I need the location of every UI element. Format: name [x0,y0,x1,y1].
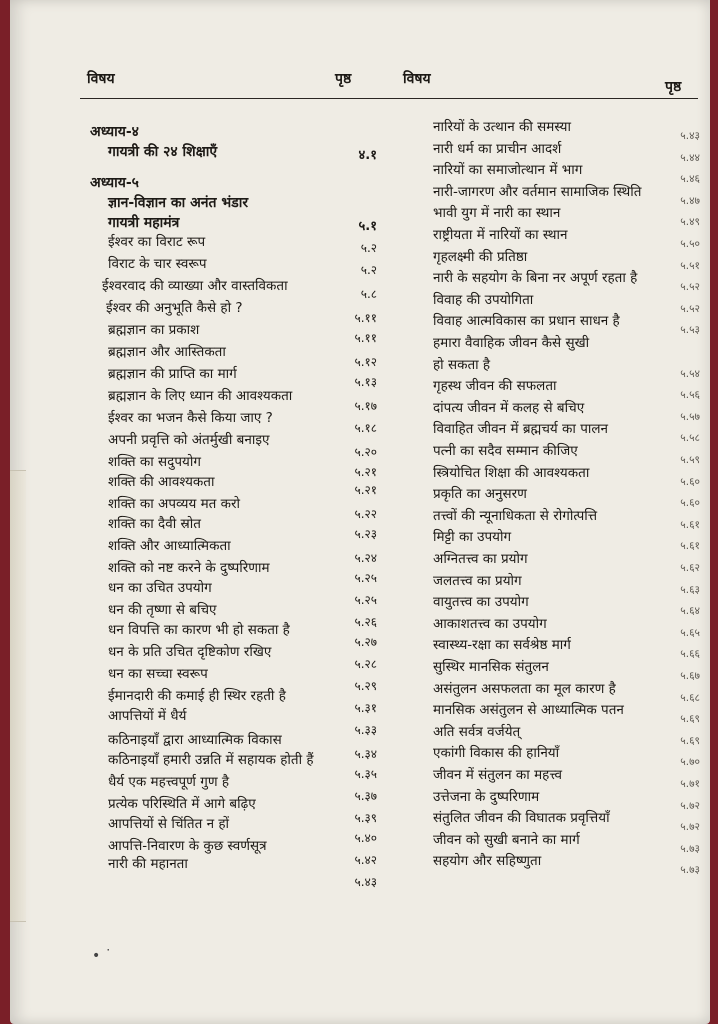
toc-entry-page: ५.५६ [680,389,700,401]
toc-entry-title: नारी-जागरण और वर्तमान सामाजिक स्थिति [433,184,642,200]
toc-entry-page: ५.४२ [354,853,377,867]
toc-entry-title: ईश्वर का भजन कैसे किया जाए ? [108,410,273,426]
toc-entry-page: ५.७२ [680,800,700,812]
toc-entry-title: नारियों का समाजोत्थान में भाग [433,162,583,178]
toc-entry-page: ५.६७ [680,670,700,682]
toc-entry-title: स्त्रियोचित शिक्षा की आवश्यकता [433,465,590,481]
toc-entry-page: ५.६२ [680,562,700,574]
toc-entry-page: ५.१३ [354,375,377,389]
toc-entry-title: शक्ति की आवश्यकता [108,474,215,490]
toc-entry-title: नारी की महानता [108,856,188,872]
toc-entry-title: धैर्य एक महत्त्वपूर्ण गुण है [108,774,230,790]
toc-entry-page: ५.५३ [680,324,700,336]
toc-entry-title: गृहलक्ष्मी की प्रतिष्ठा [433,249,528,265]
toc-entry-title: उत्तेजना के दुष्परिणाम [433,789,540,805]
toc-entry-title: विवाह आत्मविकास का प्रधान साधन है [433,313,620,329]
toc-entry-title: प्रत्येक परिस्थिति में आगे बढ़िए [108,796,256,812]
toc-entry-page: ५.६५ [680,627,700,639]
toc-entry-title: विवाह की उपयोगिता [433,292,534,308]
toc-entry-page: ५.६८ [680,692,700,704]
header-page-left: पृष्ठ [335,71,352,87]
toc-entry-title: गायत्री महामंत्र [108,215,180,231]
toc-entry-page: ५.६३ [680,584,700,596]
toc-entry-page: ५.२८ [354,657,377,671]
toc-entry-title: कठिनाइयाँ हमारी उन्नति में सहायक होती हैं [108,752,314,768]
toc-entry-title: विवाहित जीवन में ब्रह्मचर्य का पालन [433,421,609,437]
toc-entry-title: शक्ति का अपव्यय मत करो [108,496,241,512]
toc-entry-page: ५.२० [354,445,377,459]
toc-entry-title: ईश्वर की अनुभूति कैसे हो ? [106,300,243,316]
toc-entry-page: ५.४९ [680,216,700,228]
toc-entry-page: ५.३४ [354,747,377,761]
toc-entry-page: ५.८ [360,287,377,301]
toc-entry-page: ५.४० [354,831,377,845]
header-subject-right: विषय [403,71,431,87]
toc-entry-title: ज्ञान-विज्ञान का अनंत भंडार [108,195,249,211]
toc-entry-title: धन की तृष्णा से बचिए [108,602,217,618]
toc-entry-title: ब्रह्मज्ञान और आस्तिकता [108,344,226,360]
toc-entry-page: ५.२३ [354,527,377,541]
chapter-heading: अध्याय-४ [90,124,139,140]
toc-entry-title: आपत्ति-निवारण के कुछ स्वर्णसूत्र [108,838,267,854]
toc-entry-page: ५.११ [354,311,377,325]
toc-entry-page: ५.३१ [354,701,377,715]
toc-entry-title: असंतुलन असफलता का मूल कारण है [433,681,616,697]
toc-entry-title: अति सर्वत्र वर्जयेत् [433,724,521,740]
toc-entry-title: सुस्थिर मानसिक संतुलन [433,659,549,675]
toc-entry-page: ५.१२ [354,355,377,369]
toc-entry-page: ५.१ [358,219,377,234]
toc-entry-page: ५.५० [680,238,700,250]
toc-entry-page: ५.२ [360,263,377,277]
toc-entry-page: ५.४४ [680,152,700,164]
toc-entry-title: धन का सच्चा स्वरूप [108,666,208,682]
binding-strip [10,470,26,922]
toc-entry-title: नारियों के उत्थान की समस्या [433,119,571,135]
toc-entry-title: जलतत्त्व का प्रयोग [433,573,522,589]
toc-entry-title: राष्ट्रीयता में नारियों का स्थान [433,227,568,243]
toc-entry-title: ब्रह्मज्ञान की प्राप्ति का मार्ग [108,366,237,382]
toc-entry-title: जीवन को सुखी बनाने का मार्ग [433,832,580,848]
toc-entry-page: ५.७० [680,756,700,768]
toc-entry-title: धन का उचित उपयोग [108,580,212,596]
toc-entry-title: अग्नितत्त्व का प्रयोग [433,551,528,567]
toc-entry-title: सहयोग और सहिष्णुता [433,853,542,869]
toc-entry-title: जीवन में संतुलन का महत्त्व [433,767,563,783]
toc-entry-title: हमारा वैवाहिक जीवन कैसे सुखी [433,335,590,351]
toc-entry-page: ५.६१ [680,519,700,531]
toc-entry-page: ५.७२ [680,821,700,833]
toc-entry-page: ५.५२ [680,303,700,315]
toc-entry-page: ५.२ [360,241,377,255]
toc-entry-page: ५.२२ [354,507,377,521]
toc-entry-page: ५.४६ [680,173,700,185]
page-mark: • ˙ [92,948,112,964]
toc-entry-page: ५.२१ [354,465,377,479]
toc-entry-page: ५.२९ [354,679,377,693]
toc-entry-page: ५.६१ [680,540,700,552]
toc-entry-page: ५.७३ [680,864,700,876]
toc-entry-title: आपत्तियों में धैर्य [108,708,187,724]
toc-entry-page: ५.३५ [354,767,377,781]
toc-entry-page: ५.११ [354,331,377,345]
toc-entry-page: ५.२५ [354,571,377,585]
toc-entry-title: ब्रह्मज्ञान के लिए ध्यान की आवश्यकता [108,388,293,404]
header-page-right: पृष्ठ [665,79,682,95]
toc-entry-page: ५.२६ [354,615,377,629]
toc-entry-title: धन के प्रति उचित दृष्टिकोण रखिए [108,644,272,660]
toc-entry-title: तत्त्वों की न्यूनाधिकता से रोगोत्पत्ति [433,508,598,524]
toc-entry-title: गायत्री की २४ शिक्षाएँ [108,144,218,160]
toc-entry-title: स्वास्थ्य-रक्षा का सर्वश्रेष्ठ मार्ग [433,637,571,653]
book-page [10,0,710,1024]
toc-entry-page: ५.५७ [680,411,700,423]
toc-entry-title: एकांगी विकास की हानियाँ [433,745,560,761]
toc-entry-title: ईश्वर का विराट रूप [108,234,206,250]
toc-entry-title: आपत्तियों से चिंतित न हों [108,816,230,832]
toc-entry-page: ५.६० [680,497,700,509]
header-rule [80,98,698,99]
toc-entry-title: वायुतत्त्व का उपयोग [433,594,529,610]
toc-entry-page: ५.६९ [680,735,700,747]
toc-entry-page: ५.६६ [680,648,700,660]
toc-entry-title: गृहस्थ जीवन की सफलता [433,378,557,394]
toc-entry-title: धन विपत्ति का कारण भी हो सकता है [108,622,290,638]
toc-entry-page: ५.३७ [354,789,377,803]
toc-entry-page: ५.५२ [680,281,700,293]
toc-entry-title: नारी के सहयोग के बिना नर अपूर्ण रहता है [433,270,638,286]
toc-entry-page: ५.५८ [680,432,700,444]
toc-entry-title: कठिनाइयाँ द्वारा आध्यात्मिक विकास [108,732,282,748]
toc-entry-page: ५.२७ [354,635,377,649]
toc-entry-title: प्रकृति का अनुसरण [433,486,527,502]
toc-entry-page: ५.६९ [680,713,700,725]
toc-entry-title: विराट के चार स्वरूप [108,256,207,272]
toc-entry-page: ५.५९ [680,454,700,466]
toc-entry-title: अपनी प्रवृत्ति को अंतर्मुखी बनाइए [108,432,270,448]
toc-entry-title: शक्ति और आध्यात्मिकता [108,538,231,554]
toc-entry-page: ५.३३ [354,723,377,737]
toc-entry-title: दांपत्य जीवन में कलह से बचिए [433,400,585,416]
toc-entry-title: आकाशतत्त्व का उपयोग [433,616,547,632]
toc-entry-page: ५.३९ [354,811,377,825]
toc-entry-title: नारी धर्म का प्राचीन आदर्श [433,141,562,157]
toc-entry-title: मिट्टी का उपयोग [433,529,512,545]
header-subject-left: विषय [87,71,115,87]
toc-entry-title: ईमानदारी की कमाई ही स्थिर रहती है [108,688,286,704]
toc-entry-title: शक्ति का दैवी स्रोत [108,516,201,532]
toc-entry-page: ५.७१ [680,778,700,790]
toc-entry-title: ब्रह्मज्ञान का प्रकाश [108,322,200,338]
toc-entry-page: ५.४७ [680,195,700,207]
toc-entry-page: ५.७३ [680,843,700,855]
toc-entry-page: ५.५१ [680,260,700,272]
toc-entry-page: ५.६० [680,476,700,488]
chapter-heading: अध्याय-५ [90,175,139,191]
toc-entry-page: ५.६४ [680,605,700,617]
toc-entry-page: ५.५४ [680,368,700,380]
toc-entry-page: ५.१८ [354,421,377,435]
toc-entry-title: शक्ति का सदुपयोग [108,454,201,470]
toc-entry-page: ४.१ [358,148,377,163]
toc-entry-page: ५.४३ [680,130,700,142]
toc-entry-page: ५.४३ [354,875,377,889]
toc-entry-page: ५.१७ [354,399,377,413]
toc-entry-title: मानसिक असंतुलन से आध्यात्मिक पतन [433,702,624,718]
toc-entry-title: पत्नी का सदैव सम्मान कीजिए [433,443,578,459]
toc-entry-title: संतुलित जीवन की विघातक प्रवृत्तियाँ [433,810,610,826]
toc-entry-page: ५.२४ [354,551,377,565]
toc-entry-page: ५.२१ [354,483,377,497]
toc-entry-title: भावी युग में नारी का स्थान [433,205,561,221]
toc-entry-title: शक्ति को नष्ट करने के दुष्परिणाम [108,560,270,576]
toc-entry-title: ईश्वरवाद की व्याख्या और वास्तविकता [102,278,288,294]
toc-entry-page: ५.२५ [354,593,377,607]
toc-entry-title: हो सकता है [433,357,491,373]
